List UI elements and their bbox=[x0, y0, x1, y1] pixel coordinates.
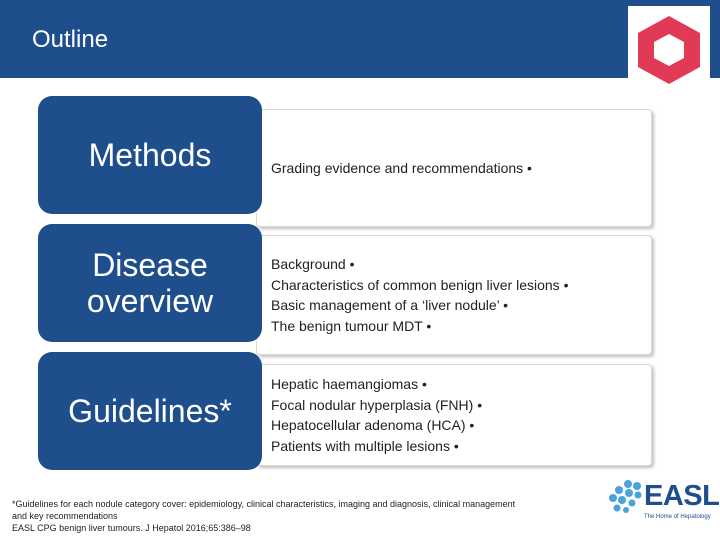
disease-overview-label bbox=[87, 247, 213, 319]
easl-logo bbox=[606, 476, 720, 536]
methods-details-box bbox=[256, 109, 652, 227]
guidelines-item: Patients with multiple lesions • bbox=[271, 437, 459, 454]
disease-overview-item: The benign tumour MDT • bbox=[271, 317, 432, 334]
guidelines-item: Hepatocellular adenoma (HCA) • bbox=[271, 417, 475, 433]
disease-overview-item: Background • bbox=[271, 256, 355, 272]
easl-logo-text: EASL bbox=[644, 480, 720, 512]
guidelines-label: Guidelines* bbox=[68, 393, 232, 429]
disease-overview-item: Basic management of a ‘liver nodule’ • bbox=[271, 297, 509, 313]
easl-tagline: The Home of Hepatology bbox=[644, 514, 711, 520]
methods-label: Methods bbox=[88, 137, 212, 173]
header-bar bbox=[0, 0, 720, 78]
footnote-line: and key recommendations bbox=[12, 511, 118, 521]
footnote bbox=[12, 498, 592, 534]
hexagon-logo bbox=[628, 6, 710, 92]
hexagon-icon bbox=[628, 6, 710, 92]
disease-overview-label-line: Disease bbox=[92, 247, 208, 283]
methods-label-box bbox=[38, 96, 262, 214]
footnote-line: *Guidelines for each nodule category cover: epidemiology, clinical characteristics, imaging and diagnosis, clinical management bbox=[12, 499, 516, 509]
disease-overview-label-box bbox=[38, 224, 262, 342]
guidelines-label-box bbox=[38, 352, 262, 470]
disease-overview-details-box bbox=[256, 235, 652, 355]
disease-overview-label-line: overview bbox=[86, 283, 214, 319]
disease-overview-item: Characteristics of common benign liver lesions • bbox=[271, 276, 569, 293]
guidelines-item: Hepatic haemangiomas • bbox=[271, 376, 427, 392]
methods-item: Grading evidence and recommendations • bbox=[271, 159, 532, 176]
guidelines-item: Focal nodular hyperplasia (FNH) • bbox=[271, 396, 483, 413]
guidelines-details-box bbox=[256, 364, 652, 466]
slide-title: Outline bbox=[32, 26, 109, 53]
cell-cluster-icon bbox=[606, 478, 646, 522]
citation: EASL CPG benign liver tumours. J Hepatol 2016;65:386–98 bbox=[12, 523, 251, 533]
